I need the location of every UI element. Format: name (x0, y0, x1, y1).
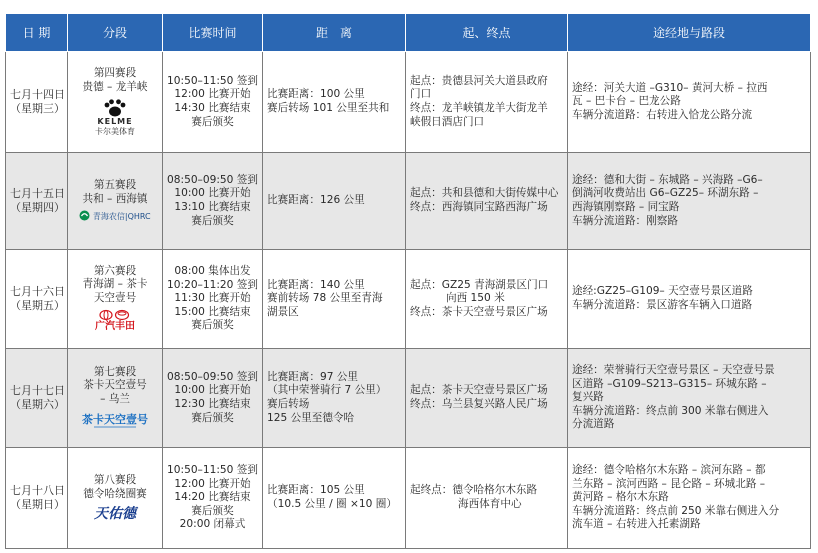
kelme-logo-text: KELME (97, 116, 133, 126)
distance-line: 比赛距离：100 公里 (267, 88, 365, 101)
endpoints-cell (406, 250, 568, 349)
route-line: 车辆分流道路：终点前 300 米靠右侧进入 (572, 404, 769, 417)
header-time: 比赛时间 (163, 14, 263, 52)
distance-cell (263, 448, 406, 549)
distance-cell (263, 153, 406, 250)
stage-route: 天空壹号 (93, 291, 137, 304)
stage-number: 第六赛段 (93, 264, 137, 277)
qhrc-logo (72, 210, 158, 223)
distance-cell (263, 349, 406, 448)
endpoints-cell (406, 52, 568, 153)
date-text: 七月十八日 (10, 484, 65, 498)
time-line: 15:00 比赛结束 (174, 305, 251, 318)
table-header-row (6, 14, 811, 52)
time-cell (163, 349, 263, 448)
weekday-text: （星期日） (10, 498, 65, 511)
route-line: 西海镇刚察路 – 同宝路 (572, 201, 680, 213)
route-line: 兰东路 – 滨河西路 – 昆仑路 – 环城北路 – (572, 477, 766, 490)
table-row (6, 448, 811, 549)
endpoint-line: 终点：茶卡天空壹号景区广场 (410, 305, 548, 318)
route-line: 途经：荣誉骑行天空壹号景区 – 天空壹号景 (572, 364, 775, 377)
header-stage: 分段 (68, 14, 163, 52)
endpoint-line: 终点：龙羊峡镇龙羊大街龙羊 (410, 102, 548, 114)
distance-line: （其中荣誉骑行 7 公里） (267, 384, 387, 397)
time-line: 赛后颁奖 (191, 504, 234, 517)
date-text: 七月十四日 (10, 88, 65, 102)
distance-line: 比赛距离：140 公里 (267, 278, 365, 291)
stage-number: 第八赛段 (93, 473, 137, 486)
endpoint-line: 起点：茶卡天空壹号景区广场 (410, 384, 548, 397)
date-cell (6, 448, 68, 549)
tianyoude-logo-text: 天佑德 (94, 506, 136, 523)
qhrc-logo-text: 青海农信|QHRC (92, 212, 151, 222)
distance-line: （10.5 公里 / 圈 ×10 圈） (267, 498, 397, 510)
route-line: 复兴路 (572, 391, 604, 404)
time-cell (163, 250, 263, 349)
time-line: 10:20–11:20 签到 (167, 278, 258, 291)
paw-icon (102, 99, 128, 117)
date-cell (6, 52, 68, 153)
distance-line: 比赛距离：97 公里 (267, 370, 359, 383)
route-line: 车辆分流道路：终点前 250 米靠右侧进入分 (572, 504, 780, 517)
stage-route: – 乌兰 (100, 392, 130, 405)
stage-cell (68, 250, 163, 349)
route-line: 途经：德和大街 – 东城路 – 兴海路 –G6– (572, 173, 763, 186)
weekday-text: （星期三） (10, 102, 65, 115)
time-line: 赛后颁奖 (191, 411, 234, 424)
endpoint-line: 起点：贵德县河关大道县政府 (410, 74, 548, 87)
route-line: 瓦 – 巴卡台 – 巴龙公路 (572, 95, 681, 108)
time-line: 11:30 比赛开始 (174, 292, 251, 305)
route-line: 区道路 –G109–S213–G315– 环城东路 – (572, 377, 767, 390)
weekday-text: （星期六） (10, 398, 65, 411)
route-cell (568, 250, 811, 349)
route-cell (568, 349, 811, 448)
time-cell (163, 153, 263, 250)
endpoint-line: 向西 150 米 (446, 292, 505, 305)
endpoint-line: 终点：乌兰县复兴路人民广场 (410, 398, 548, 410)
chaka-sky-icon (82, 410, 148, 430)
table-row (6, 153, 811, 250)
endpoints-cell (406, 448, 568, 549)
distance-line: 赛后转场 101 公里至共和 (267, 102, 390, 114)
table-row (6, 52, 811, 153)
stage-route: 茶卡天空壹号 (83, 379, 147, 392)
stage-cell (68, 349, 163, 448)
endpoint-line: 起点：共和县德和大街传媒中心 (410, 187, 559, 200)
endpoints-cell (406, 349, 568, 448)
time-cell (163, 448, 263, 549)
weekday-text: （星期四） (10, 201, 65, 214)
stage-number: 第七赛段 (93, 365, 137, 378)
distance-line: 比赛距离：126 公里 (267, 194, 365, 207)
stage-number: 第四赛段 (93, 67, 137, 80)
kelme-logo-cn: 卡尔美体育 (95, 126, 135, 136)
date-text: 七月十七日 (10, 384, 65, 398)
time-line: 08:50–09:50 签到 (167, 173, 258, 186)
stage-route: 共和 – 西海镇 (82, 192, 148, 205)
stage-cell (68, 153, 163, 250)
date-text: 七月十五日 (10, 187, 65, 201)
time-line: 12:30 比赛结束 (174, 398, 251, 410)
time-line: 12:00 比赛开始 (174, 88, 251, 101)
gac-toyota-icon (92, 309, 138, 321)
route-cell (568, 52, 811, 153)
time-line: 10:00 比赛开始 (174, 384, 251, 397)
distance-line: 赛后转场 (267, 398, 310, 410)
time-line: 赛后颁奖 (191, 115, 234, 128)
time-line: 20:00 闭幕式 (179, 518, 246, 531)
endpoint-line: 终点：西海镇同宝路西海广场 (410, 201, 548, 213)
route-line: 流车道 – 右转进入托素湖路 (572, 518, 701, 531)
time-line: 14:30 比赛结束 (174, 102, 251, 114)
stage-route: 贵德 – 龙羊峡 (82, 81, 148, 93)
stage-number: 第五赛段 (93, 178, 137, 191)
distance-line: 湖景区 (267, 305, 299, 318)
header-endpoints: 起、终点 (406, 14, 568, 52)
distance-cell (263, 250, 406, 349)
route-line: 途经:GZ25–G109– 天空壹号景区道路 (572, 285, 753, 298)
endpoint-line: 起点：GZ25 青海湖景区门口 (410, 278, 549, 291)
schedule-table-wrapper (5, 13, 810, 549)
route-line: 车辆分流道路：景区游客车辆入口道路 (572, 299, 753, 311)
gac-logo-text: 广汽丰田 (95, 321, 135, 333)
endpoint-line: 峡假日酒店门口 (410, 115, 485, 128)
distance-line: 125 公里至德令哈 (267, 411, 355, 424)
table-row (6, 250, 811, 349)
header-distance: 距 离 (263, 14, 406, 52)
stage-cell (68, 448, 163, 549)
route-line: 倒淌河收费站出 G6–GZ25– 环湖东路 – (572, 187, 759, 200)
endpoint-line: 门口 (410, 88, 432, 101)
date-cell (6, 349, 68, 448)
stage-route: 德令哈绕圈赛 (83, 487, 147, 500)
time-line: 赛后颁奖 (191, 319, 234, 332)
route-line: 车辆分流道路：右转进入恰龙公路分流 (572, 108, 753, 121)
stage-cell (68, 52, 163, 153)
endpoint-line: 海西体育中心 (458, 498, 522, 510)
route-line: 分流道路 (572, 418, 615, 431)
time-line: 10:50–11:50 签到 (167, 464, 258, 477)
header-date: 日 期 (6, 14, 68, 52)
race-schedule-table (5, 13, 811, 549)
route-cell (568, 448, 811, 549)
time-line: 10:00 比赛开始 (174, 187, 251, 200)
time-line: 12:00 比赛开始 (174, 477, 251, 490)
distance-cell (263, 52, 406, 153)
date-cell (6, 250, 68, 349)
time-line: 14:20 比赛结束 (174, 491, 251, 504)
svg-text:茶卡天空壹号: 茶卡天空壹号 (82, 413, 148, 427)
weekday-text: （星期五） (10, 299, 65, 312)
time-line: 10:50–11:50 签到 (167, 74, 258, 87)
time-line: 08:50–09:50 签到 (167, 370, 258, 383)
tianyoude-icon (72, 506, 158, 522)
header-route: 途经地与路段 (568, 14, 811, 52)
date-cell (6, 153, 68, 250)
time-line: 13:10 比赛结束 (174, 201, 251, 213)
route-line: 途经：河关大道 –G310– 黄河大桥 – 拉西 (572, 81, 768, 94)
table-row (6, 349, 811, 448)
route-line: 车辆分流道路：刚察路 (572, 214, 678, 227)
time-cell (163, 52, 263, 153)
endpoints-cell (406, 153, 568, 250)
route-cell (568, 153, 811, 250)
endpoint-line: 起终点：德令哈格尔木东路 (410, 484, 538, 497)
route-line: 途经：德令哈格尔木东路 – 滨河东路 – 都 (572, 464, 766, 477)
distance-line: 比赛距离：105 公里 (267, 484, 365, 497)
qhrc-icon (79, 210, 90, 221)
route-line: 黄河路 – 格尔木东路 (572, 491, 669, 504)
stage-route: 青海湖 – 茶卡 (82, 278, 148, 291)
distance-line: 赛前转场 78 公里至青海 (267, 292, 383, 305)
time-line: 赛后颁奖 (191, 214, 234, 227)
date-text: 七月十六日 (10, 285, 65, 299)
time-line: 08:00 集体出发 (174, 265, 251, 278)
